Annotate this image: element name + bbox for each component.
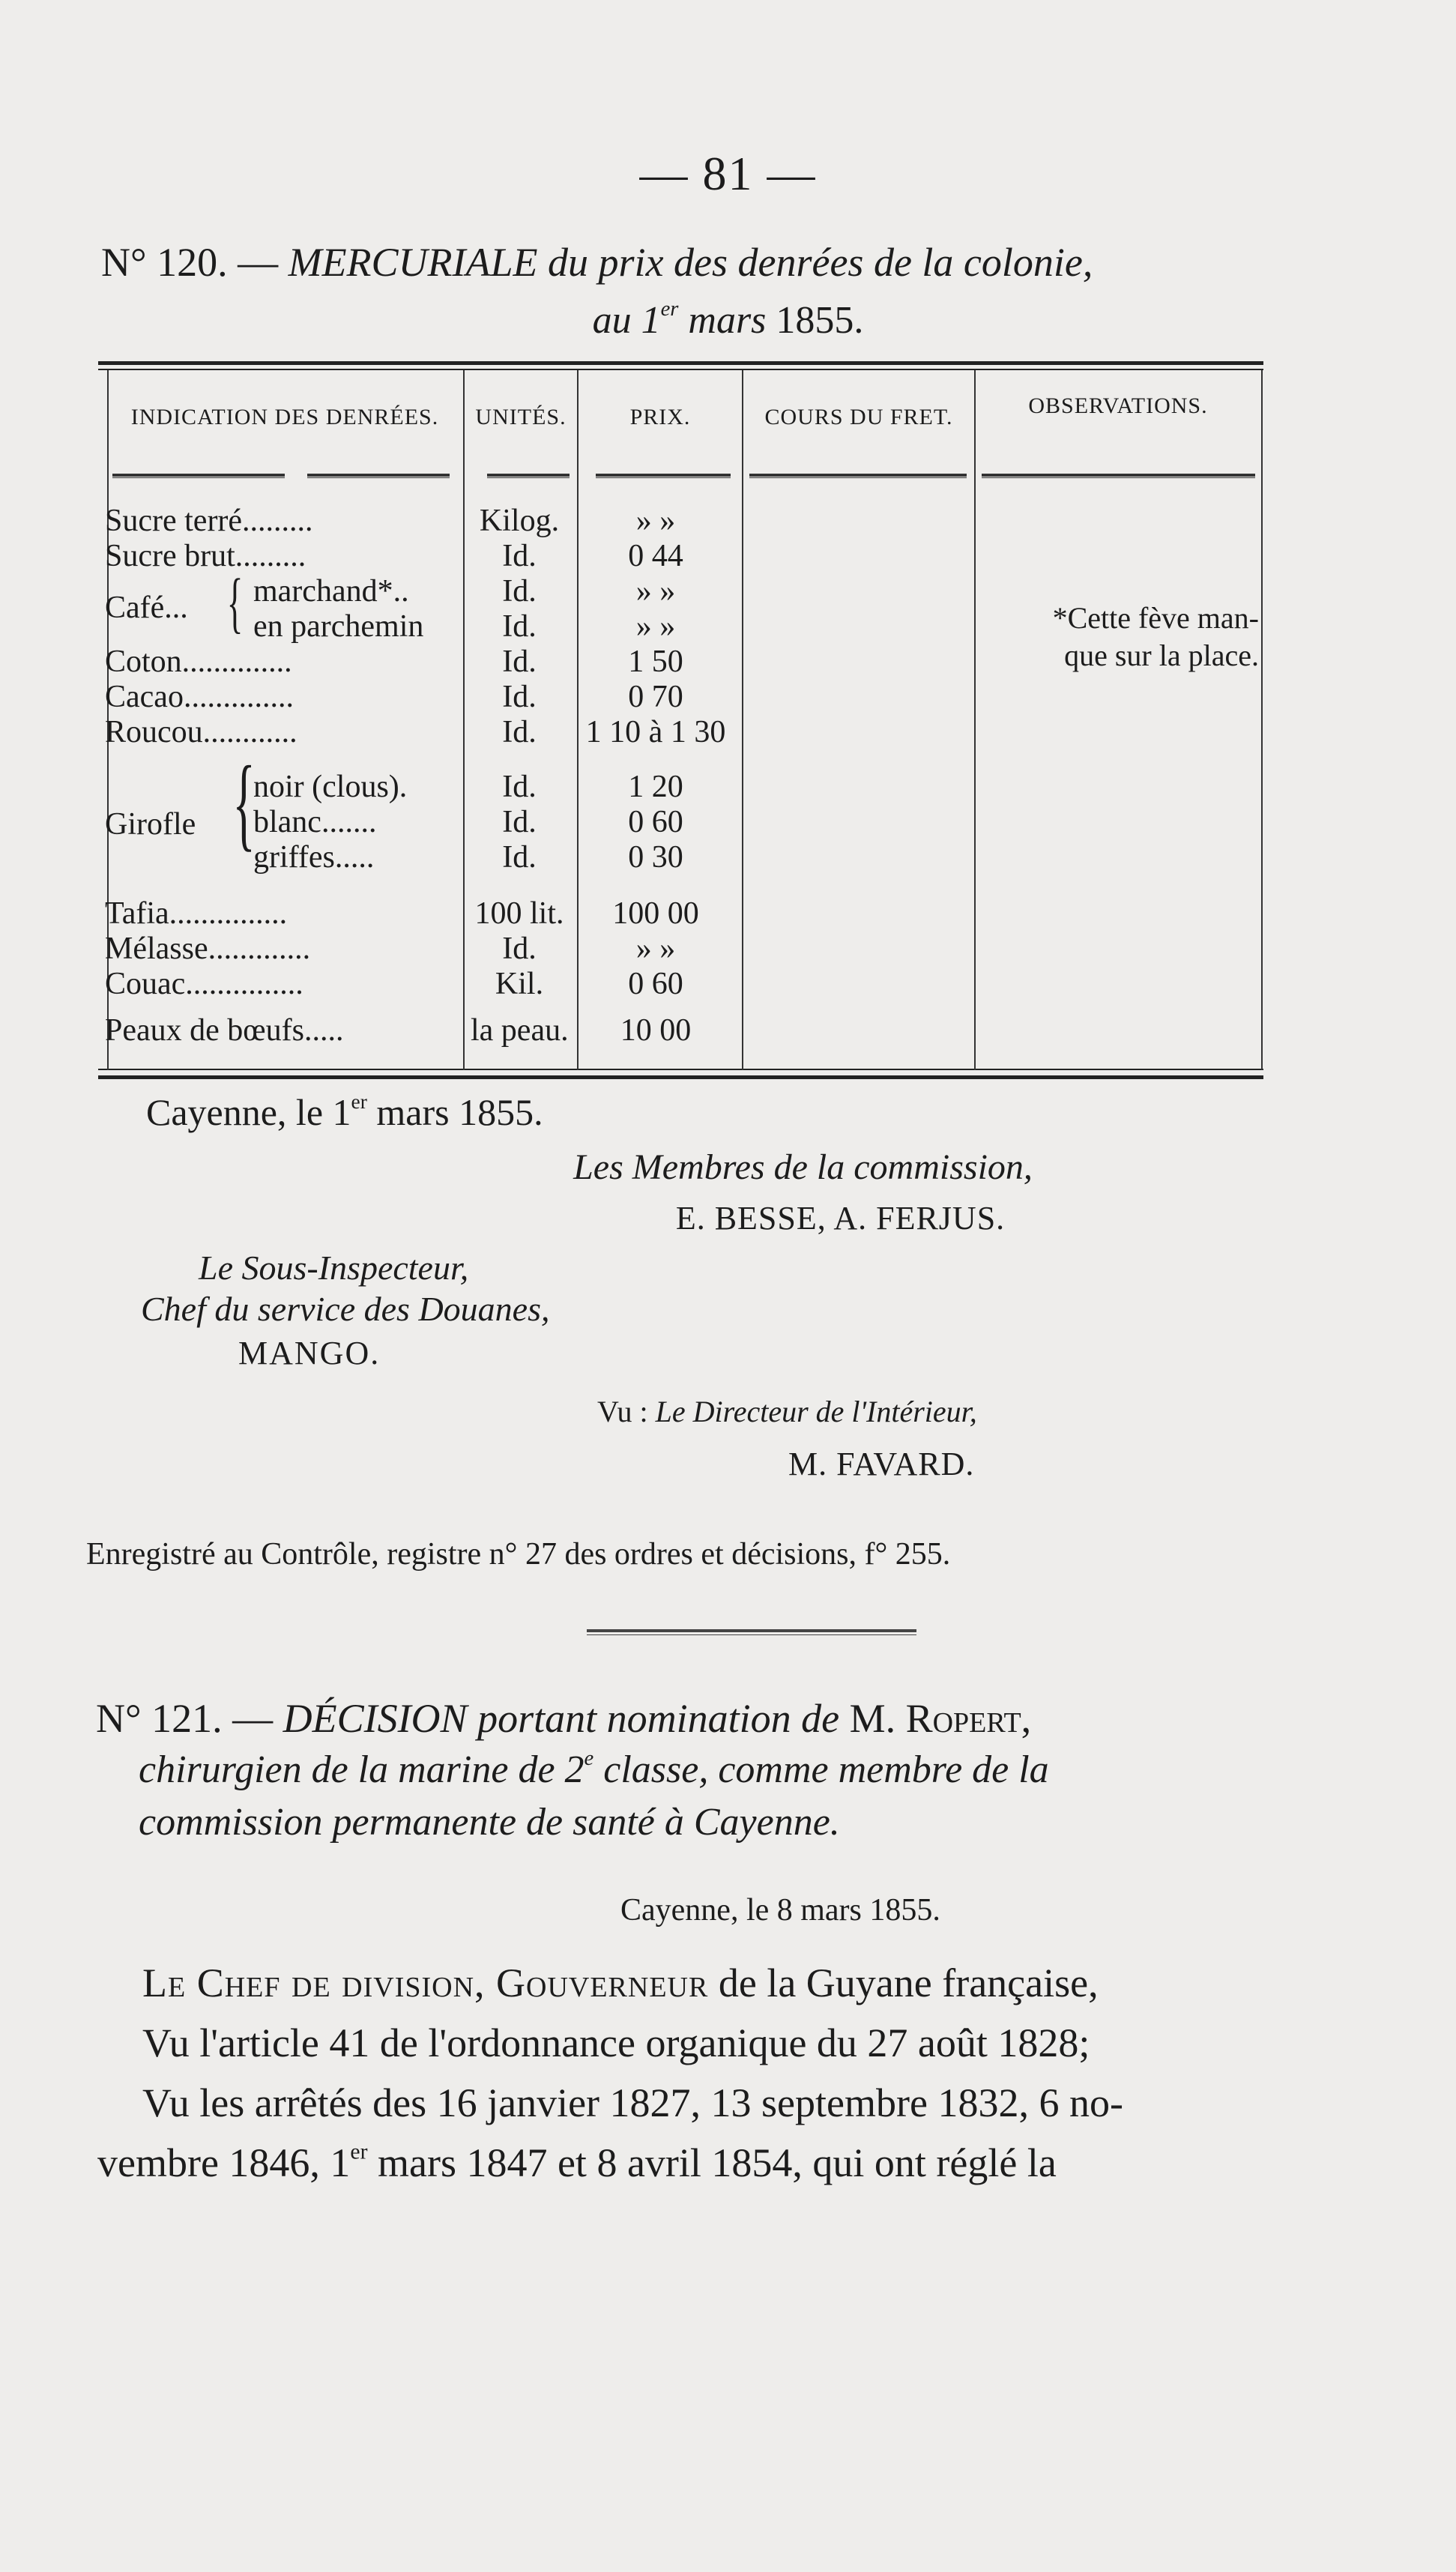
row-unit: Id. bbox=[502, 609, 537, 644]
header-rule bbox=[307, 474, 450, 478]
table-right-border bbox=[1261, 370, 1263, 1070]
row-name: Roucou............ bbox=[105, 715, 297, 749]
row-price: 10 00 bbox=[620, 1013, 692, 1048]
row-unit: Id. bbox=[502, 932, 537, 966]
row-price: 1 20 bbox=[628, 770, 683, 804]
row-unit: la peau. bbox=[471, 1013, 569, 1048]
place-sup: er bbox=[351, 1090, 367, 1113]
vu-title: Le Directeur de l'Intérieur, bbox=[655, 1395, 977, 1428]
decision-paragraph: Vu l'article 41 de l'ordonnance organique du 27 août 1828; bbox=[142, 2020, 1090, 2065]
row-price: » » bbox=[635, 932, 676, 966]
row-price: 0 70 bbox=[628, 680, 683, 714]
row-name: Cacao.............. bbox=[105, 680, 294, 714]
row-name: Coton.............. bbox=[105, 644, 292, 679]
observation-line: *Cette fève man- bbox=[1052, 601, 1259, 635]
membres-names: E. BESSE, A. FERJUS. bbox=[675, 1200, 1006, 1237]
group-cafe-label: Café... bbox=[105, 591, 188, 625]
table-row bbox=[105, 680, 967, 715]
decision-line2-text: chirurgien de la marine de 2 bbox=[139, 1748, 584, 1791]
row-price: » » bbox=[635, 504, 676, 538]
row-price: » » bbox=[635, 609, 676, 644]
row-unit: Id. bbox=[502, 644, 537, 679]
row-price: » » bbox=[635, 574, 676, 609]
table-row bbox=[105, 644, 967, 680]
table-row bbox=[105, 770, 967, 805]
title-rest: du prix des denrées de la colonie, bbox=[548, 240, 1093, 285]
decision-p4-rest: mars 1847 et 8 avril 1854, qui ont réglé la bbox=[378, 2140, 1057, 2185]
observations-note bbox=[974, 600, 1259, 674]
decision-paragraph: Vu les arrêtés des 16 janvier 1827, 13 septembre 1832, 6 no- bbox=[142, 2080, 1123, 2125]
header-indication: INDICATION DES DENRÉES. bbox=[130, 405, 439, 429]
row-name: Sucre brut......... bbox=[105, 539, 306, 573]
decision-paragraph bbox=[142, 1960, 1099, 2006]
table-row bbox=[105, 805, 967, 840]
row-unit: Id. bbox=[502, 715, 537, 749]
row-unit: Kilog. bbox=[479, 504, 560, 538]
title-number: N° 120. bbox=[101, 240, 228, 285]
decision-date: Cayenne, le 8 mars 1855. bbox=[620, 1893, 940, 1928]
header-rule bbox=[982, 474, 1255, 478]
table-bottom-rule bbox=[98, 1069, 1263, 1079]
signature-mango: MANGO. bbox=[238, 1335, 381, 1371]
row-price: 0 30 bbox=[628, 840, 683, 875]
row-name: Peaux de bœufs..... bbox=[105, 1013, 344, 1048]
column-divider bbox=[974, 370, 976, 1070]
row-price: 1 10 à 1 30 bbox=[585, 715, 726, 749]
vu-prefix: Vu : bbox=[597, 1395, 648, 1428]
row-name: Tafia............... bbox=[105, 896, 288, 931]
table-top-rule bbox=[98, 361, 1263, 370]
section-separator bbox=[587, 1629, 916, 1635]
row-unit: Id. bbox=[502, 840, 537, 875]
table-row bbox=[105, 967, 967, 1002]
row-unit: Id. bbox=[502, 680, 537, 714]
signature-favard: M. FAVARD. bbox=[788, 1446, 975, 1482]
decision-title bbox=[96, 1695, 1031, 1742]
row-price: 0 44 bbox=[628, 539, 683, 573]
table-row bbox=[105, 932, 967, 967]
brace-icon: { bbox=[232, 745, 256, 861]
row-name: blanc....... bbox=[253, 805, 377, 839]
title-line2-year: 1855. bbox=[776, 299, 864, 342]
header-rule bbox=[749, 474, 967, 478]
enregistrement-note: Enregistré au Contrôle, registre n° 27 des ordres et décisions, f° 255. bbox=[86, 1537, 951, 1572]
row-unit: Id. bbox=[502, 770, 537, 804]
group-girofle-label: Girofle bbox=[105, 807, 196, 842]
decision-word: DÉCISION bbox=[283, 1696, 468, 1741]
chef-service-douanes: Chef du service des Douanes, bbox=[141, 1290, 550, 1328]
title-line2-prefix: au 1 bbox=[592, 299, 661, 342]
row-unit: 100 lit. bbox=[474, 896, 564, 931]
place-prefix: Cayenne, le 1 bbox=[146, 1091, 351, 1133]
decision-p1-smallcaps: Le Chef de division, Gouverneur bbox=[142, 1960, 709, 2005]
decision-p4-sup: er bbox=[350, 2140, 368, 2164]
decision-dash: — bbox=[232, 1696, 274, 1741]
sous-inspecteur: Le Sous-Inspecteur, bbox=[199, 1249, 469, 1287]
membres-commission: Les Membres de la commission, bbox=[573, 1147, 1033, 1187]
header-unites: UNITÉS. bbox=[475, 405, 567, 429]
decision-p4-prefix: vembre 1846, 1 bbox=[97, 2140, 351, 2185]
decision-line3: commission permanente de santé à Cayenne. bbox=[139, 1801, 840, 1844]
row-price: 0 60 bbox=[628, 805, 683, 839]
row-unit: Kil. bbox=[495, 967, 544, 1001]
title-main: MERCURIALE bbox=[288, 240, 538, 285]
decision-title-rest: portant nomination de bbox=[477, 1696, 840, 1741]
decision-p1-rest: de la Guyane française, bbox=[718, 1960, 1099, 2005]
table-row bbox=[105, 504, 967, 539]
title-line2-sup: er bbox=[660, 298, 679, 322]
title-line2-month: mars bbox=[688, 299, 767, 342]
place-date bbox=[146, 1090, 543, 1134]
row-unit: Id. bbox=[502, 539, 537, 573]
row-name: Sucre terré......... bbox=[105, 504, 313, 538]
row-price: 100 00 bbox=[612, 896, 699, 931]
table-row bbox=[105, 1013, 967, 1048]
decision-paragraph bbox=[97, 2140, 1057, 2186]
row-price: 1 50 bbox=[628, 644, 683, 679]
header-prix: PRIX. bbox=[629, 405, 691, 429]
row-price: 0 60 bbox=[628, 967, 683, 1001]
page-number: — 81 — bbox=[639, 147, 817, 200]
row-name: noir (clous). bbox=[253, 770, 408, 804]
mercuriale-date bbox=[0, 298, 1456, 342]
row-name: en parchemin bbox=[253, 609, 424, 644]
header-rule bbox=[596, 474, 731, 478]
row-name: marchand*.. bbox=[253, 574, 409, 609]
table-row bbox=[105, 574, 967, 609]
decision-line2 bbox=[139, 1748, 1049, 1792]
decision-number: N° 121. bbox=[96, 1696, 223, 1741]
table-row bbox=[105, 896, 967, 932]
observation-line: que sur la place. bbox=[1064, 639, 1259, 672]
place-suffix: mars 1855. bbox=[376, 1091, 543, 1133]
mercuriale-title bbox=[101, 238, 1390, 286]
vu-directeur bbox=[597, 1394, 977, 1429]
decision-person: M. Ropert, bbox=[849, 1696, 1032, 1741]
row-name: Mélasse............. bbox=[105, 932, 311, 966]
title-dash: — bbox=[238, 240, 279, 285]
header-observations: OBSERVATIONS. bbox=[1028, 393, 1208, 418]
row-unit: Id. bbox=[502, 805, 537, 839]
decision-line2-sup: e bbox=[584, 1747, 594, 1771]
table-row bbox=[105, 840, 967, 875]
table-row bbox=[105, 609, 967, 644]
header-cours-fret: COURS DU FRET. bbox=[764, 405, 953, 429]
row-unit: Id. bbox=[502, 574, 537, 609]
row-name: griffes..... bbox=[253, 840, 375, 875]
decision-line2-rest: classe, comme membre de la bbox=[603, 1748, 1049, 1791]
header-rule bbox=[487, 474, 570, 478]
row-name: Couac............... bbox=[105, 967, 303, 1001]
header-rule bbox=[112, 474, 285, 478]
brace-icon: { bbox=[226, 566, 244, 640]
